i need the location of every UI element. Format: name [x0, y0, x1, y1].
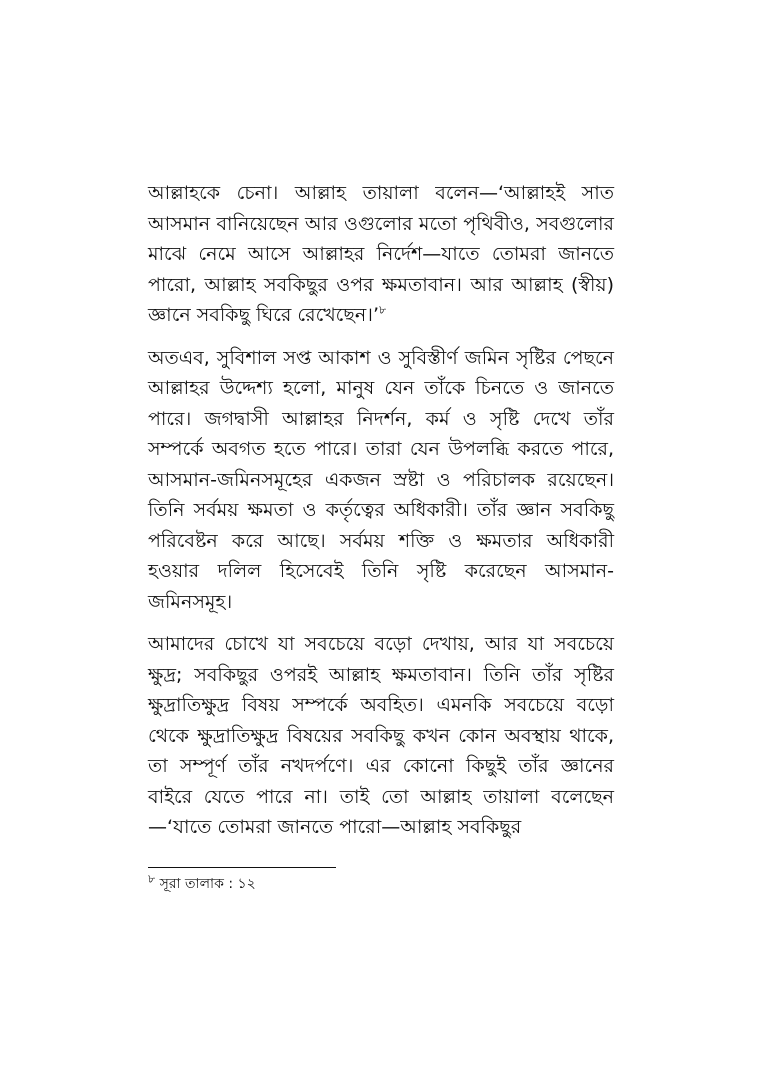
footnote-text: সূরা তালাক : ১২	[159, 876, 256, 892]
footnote-marker: ৮	[148, 872, 156, 886]
paragraph-1	[148, 178, 614, 331]
footnote	[148, 874, 256, 894]
footnote-reference: ৮	[379, 303, 387, 317]
paragraph-2-text: অতএব, সুবিশাল সপ্ত আকাশ ও সুবিস্তীর্ণ জমিন সৃষ্টির পেছনে আল্লাহর উদ্দেশ্য হলো, মানুষ যেন তাঁকে চিনতে ও জানতে পারে। জগদ্বাসী আল্লাহর নিদর্শন, কর্ম ও সৃষ্টি দেখে তাঁর সম্পর্কে অবগত হতে পারে। তারা যেন উপলব্ধি করতে পারে, আসমান-জমিনসমূহের একজন স্রষ্টা ও পরিচালক রয়েছেন। তিনি সর্বময় ক্ষমতা ও কর্তৃত্বের অধিকারী। তাঁর জ্ঞান সবকিছু পরিবেষ্টন করে আছে। সর্বময় শক্তি ও ক্ষমতার অধিকারী হওয়ার দলিল হিসেবেই তিনি সৃষ্টি করেছেন আসমান-জমিনসমূহ।	[148, 346, 614, 613]
paragraph-3	[148, 629, 614, 843]
paragraph-2	[148, 343, 614, 618]
footnote-divider	[148, 867, 336, 868]
paragraph-1-text: আল্লাহকে চেনা। আল্লাহ তায়ালা বলেন—‘আল্লাহই সাত আসমান বানিয়েছেন আর ওগুলোর মতো পৃথিবীও, সবগুলোর মাঝে নেমে আসে আল্লাহর নির্দেশ—যাতে তোমরা জানতে পারো, আল্লাহ সবকিছুর ওপর ক্ষমতাবান। আর আল্লাহ (স্বীয়) জ্ঞানে সবকিছু ঘিরে রেখেছেন।’	[148, 182, 614, 326]
paragraph-3-text: আমাদের চোখে যা সবচেয়ে বড়ো দেখায়, আর যা সবচেয়ে ক্ষুদ্র; সবকিছুর ওপরই আল্লাহ ক্ষমতাবান। তিনি তাঁর সৃষ্টির ক্ষুদ্রাতিক্ষুদ্র বিষয় সম্পর্কে অবহিত। এমনকি সবচেয়ে বড়ো থেকে ক্ষুদ্রাতিক্ষুদ্র বিষয়ের সবকিছু কখন কোন অবস্থায় থাকে, তা সম্পূর্ণ তাঁর নখদর্পণে। এর কোনো কিছুই তাঁর জ্ঞানের বাইরে যেতে পারে না। তাই তো আল্লাহ তায়ালা বলেছেন—‘যাতে তোমরা জানতে পারো—আল্লাহ সবকিছুর	[148, 633, 614, 838]
body-text	[148, 178, 614, 855]
